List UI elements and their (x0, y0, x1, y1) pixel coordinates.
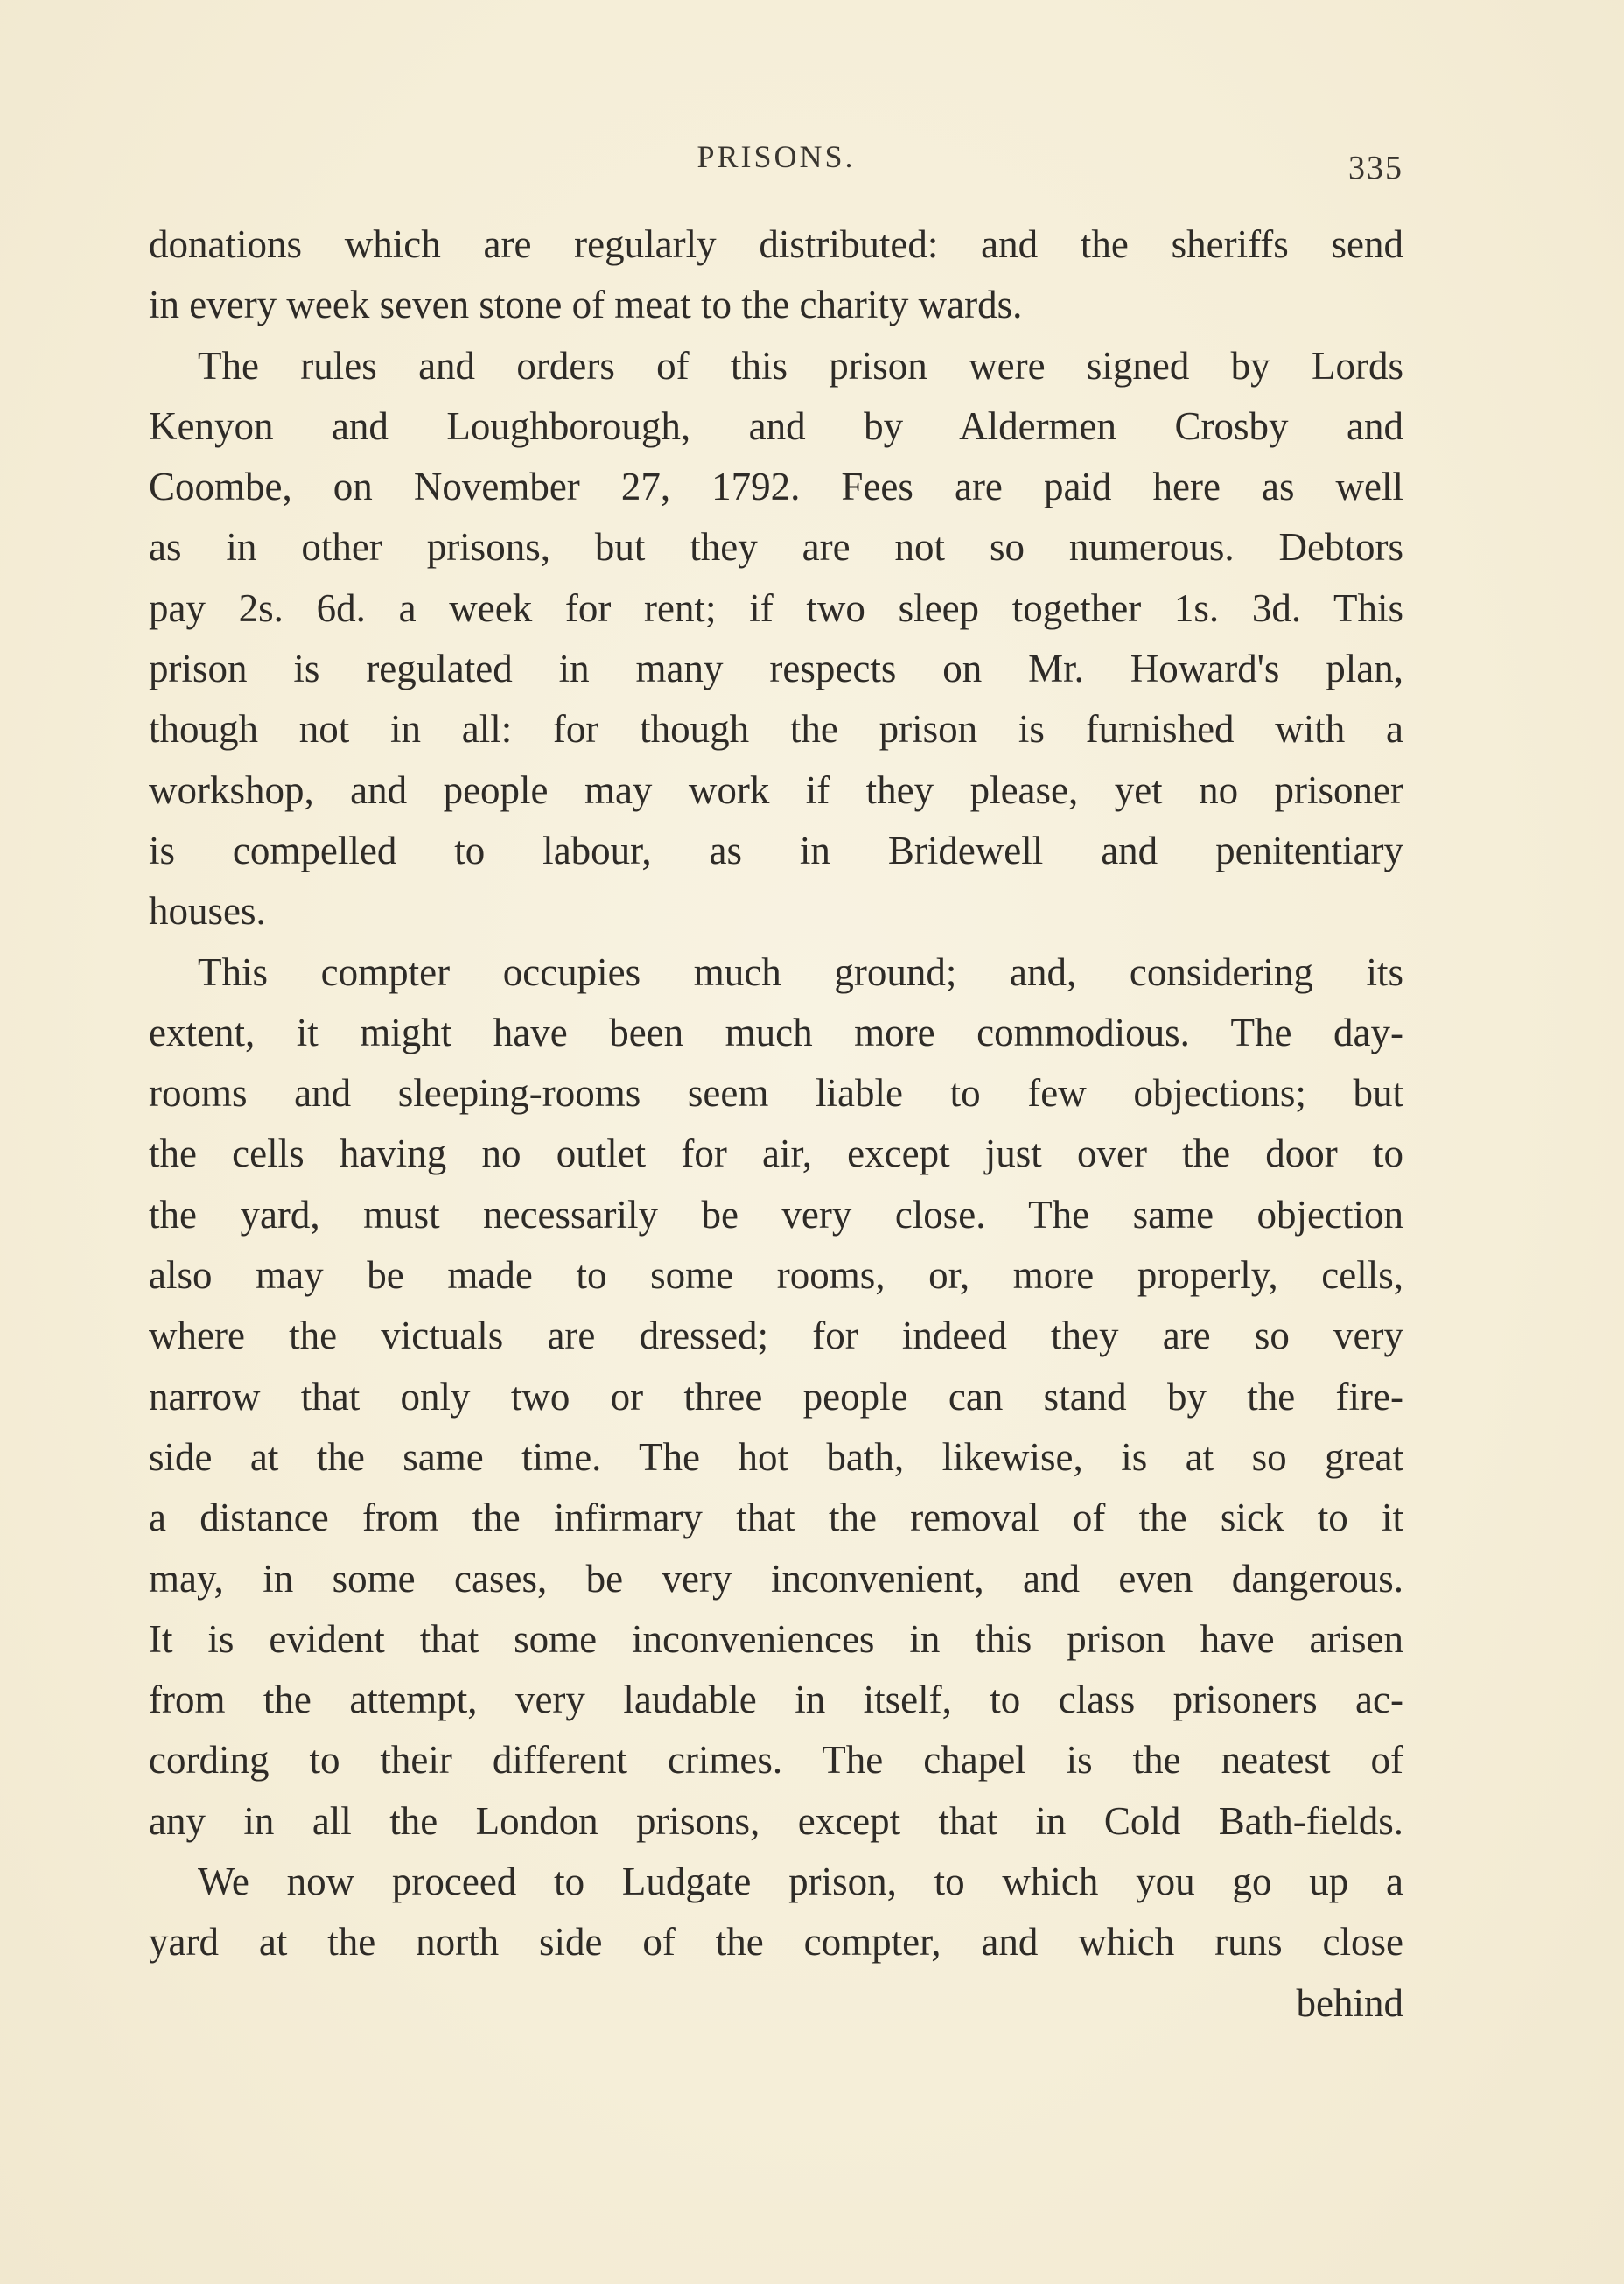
text-line: narrow that only two or three people can stand by the fire- (149, 1374, 1404, 1419)
text-line: any in all the London prisons, except that in Cold Bath-fields. (149, 1798, 1404, 1843)
text-line: may, in some cases, be very inconvenient, and even dangerous. (149, 1556, 1404, 1601)
text-line: side at the same time. The hot bath, likewise, is at so great (149, 1434, 1404, 1479)
text-line: Kenyon and Loughborough, and by Aldermen Crosby and (149, 403, 1404, 448)
text-line: is compelled to labour, as in Bridewell and penitentiary (149, 828, 1404, 872)
text-line: We now proceed to Ludgate prison, to which you go up a (198, 1860, 1404, 1904)
text-line: This compter occupies much ground; and, considering its (198, 949, 1404, 994)
text-line: rooms and sleeping-rooms seem liable to few objections; but (149, 1071, 1404, 1116)
text-line: behind (1296, 1980, 1404, 2025)
text-line: It is evident that some inconveniences in this prison have arisen (149, 1616, 1404, 1661)
text-line: though not in all: for though the prison is furnished with a (149, 707, 1404, 752)
text-line: also may be made to some rooms, or, more properly, cells, (149, 1253, 1404, 1298)
text-line: workshop, and people may work if they please, yet no prisoner (149, 767, 1404, 812)
text-line: The rules and orders of this prison were signed by Lords (198, 343, 1404, 388)
text-line: the cells having no outlet for air, except just over the door to (149, 1131, 1404, 1176)
text-line: a distance from the infirmary that the removal of the sick to it (149, 1496, 1404, 1540)
text-line: houses. (149, 889, 266, 934)
running-title: PRISONS. (696, 139, 856, 174)
text-line: where the victuals are dressed; for indeed they are so very (149, 1314, 1404, 1358)
text-line: yard at the north side of the compter, and which runs close (149, 1920, 1404, 1965)
text-line: from the attempt, very laudable in itself, to class prisoners ac- (149, 1678, 1404, 1722)
text-line: donations which are regularly distributed: and the sheriffs send (149, 222, 1404, 266)
text-line: Coombe, on November 27, 1792. Fees are paid here as well (149, 465, 1404, 509)
text-line: pay 2s. 6d. a week for rent; if two sleep together 1s. 3d. This (149, 585, 1404, 630)
running-head (149, 131, 1404, 184)
text-line: the yard, must necessarily be very close. The same objection (149, 1192, 1404, 1237)
text-line: as in other prisons, but they are not so numerous. Debtors (149, 525, 1404, 570)
text-line: cording to their different crimes. The chapel is the neatest of (149, 1738, 1404, 1783)
text-line: extent, it might have been much more commodious. The day- (149, 1010, 1404, 1054)
text-line: prison is regulated in many respects on Mr. Howard's plan, (149, 647, 1404, 691)
body-text (149, 214, 1404, 2034)
text-line: in every week seven stone of meat to the charity wards. (149, 283, 1023, 327)
page-number: 335 (1348, 150, 1404, 186)
